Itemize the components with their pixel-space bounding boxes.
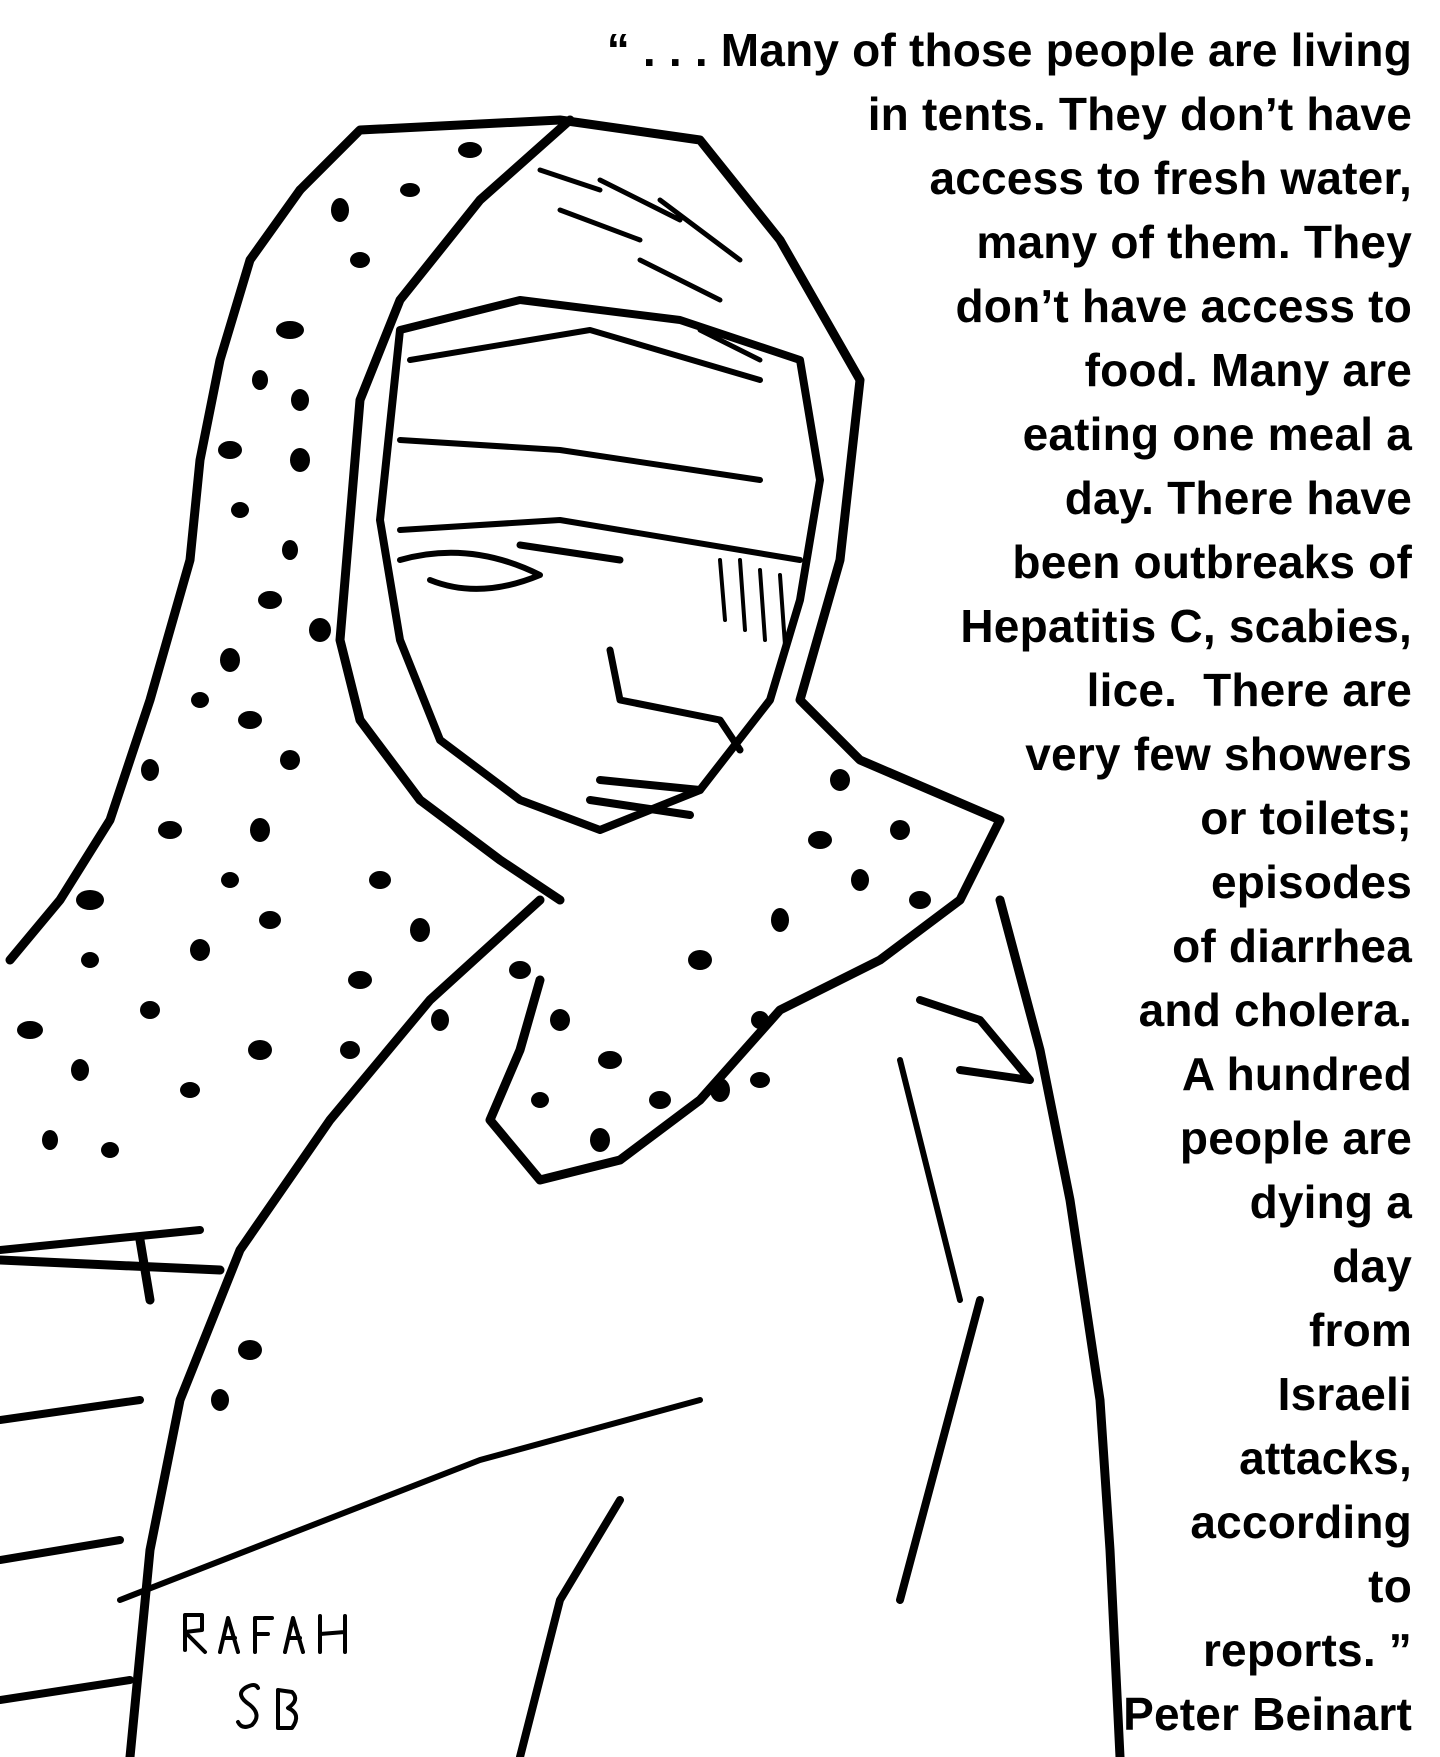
- quote-line: people are: [1179, 1112, 1412, 1164]
- quote-line: access to fresh water,: [929, 152, 1412, 204]
- quote-line: very few showers: [1025, 728, 1412, 780]
- quote-line: eating one meal a: [1022, 408, 1412, 460]
- quote-line: dying a: [1249, 1176, 1412, 1228]
- quote-line: and cholera.: [1138, 984, 1412, 1036]
- quote-line: A hundred: [1181, 1048, 1412, 1100]
- quote-line: been outbreaks of: [1012, 536, 1412, 588]
- quote-block: [432, 18, 1412, 1746]
- quote-line: of diarrhea: [1172, 920, 1412, 972]
- quote-line: food. Many are: [1084, 344, 1412, 396]
- quote-line: episodes: [1210, 856, 1412, 908]
- quote-line: reports. ”: [1202, 1624, 1412, 1676]
- quote-line: day: [1332, 1240, 1412, 1292]
- quote-line: day. There have: [1064, 472, 1412, 524]
- quote-line: Israeli: [1277, 1368, 1412, 1420]
- quote-line: or toilets;: [1200, 792, 1412, 844]
- quote-line: to: [1368, 1560, 1412, 1612]
- artist-signature: [180, 1610, 440, 1750]
- quote-attribution: Peter Beinart: [1123, 1688, 1412, 1740]
- quote-line: from: [1308, 1304, 1412, 1356]
- quote-line: lice. There are: [1086, 664, 1412, 716]
- quote-line: attacks,: [1239, 1432, 1412, 1484]
- quote-line: Hepatitis C, scabies,: [960, 600, 1412, 652]
- quote-line: many of them. They: [976, 216, 1412, 268]
- quote-line: according: [1190, 1496, 1412, 1548]
- quote-line: “ . . . Many of those people are living: [606, 24, 1412, 76]
- headscarf-left-edge: [10, 190, 300, 960]
- quote-line: don’t have access to: [955, 280, 1412, 332]
- quote-line: in tents. They don’t have: [867, 88, 1412, 140]
